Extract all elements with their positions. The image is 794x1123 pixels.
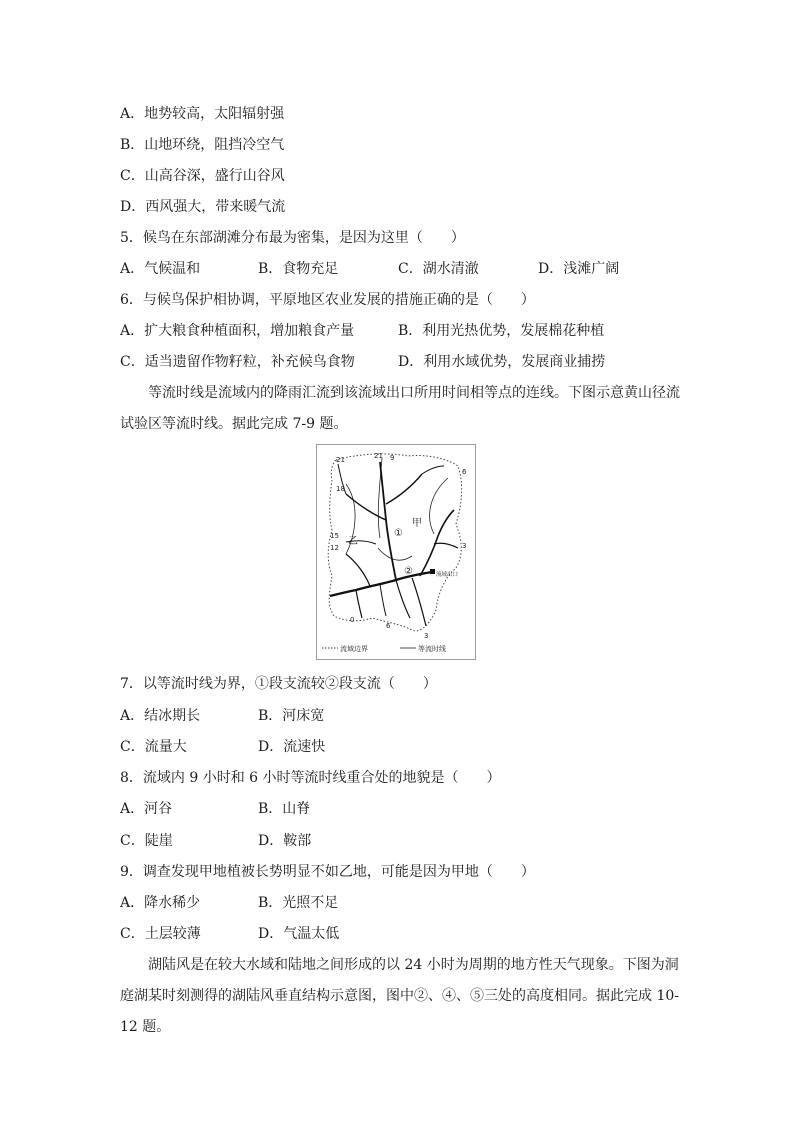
q6-option-c: C．适当遗留作物籽粒，补充候鸟食物 (120, 354, 355, 370)
q4-option-b: B．山地环绕，阻挡冷空气 (120, 137, 285, 153)
label-jia: 甲 (412, 518, 422, 529)
q4-option-d: D．西风强大，带来暖气流 (120, 199, 286, 215)
map-number-label: 12 (330, 544, 339, 552)
q4-option-c: C．山高谷深，盛行山谷风 (120, 168, 285, 184)
label-segment-2: ② (404, 566, 413, 577)
q7-option-a: A．结冰期长 (120, 708, 201, 724)
q6-option-b: B．利用光热优势，发展棉花种植 (398, 323, 605, 339)
map-number-label: 18 (336, 485, 345, 493)
label-yi: 乙 (348, 536, 358, 547)
label-outlet: 流域出口 (436, 572, 459, 578)
intro-10-12-text: 湖陆风是在较大水域和陆地之间形成的以 24 小时为周期的地方性天气现象。下图为洞庭湖某时刻测得的湖陆风垂直结构示意图，图中②、④、⑤三处的高度相同。据此完成 10-12 题。 (120, 957, 679, 1035)
map-number-label: 6 (462, 468, 467, 476)
map-number-label: 6 (386, 622, 391, 630)
q6-option-a: A．扩大粮食种植面积，增加粮食产量 (120, 323, 355, 339)
legend-isochrone-label: 等流时线 (418, 645, 446, 653)
q4-option-a: A．地势较高，太阳辐射强 (120, 106, 285, 122)
q8-option-a: A．河谷 (120, 801, 173, 817)
intro-7-9-text: 等流时线是流域内的降雨汇流到该流域出口所用时间相等点的连线。下图示意黄山径流试验区等流时线。据此完成 7-9 题。 (120, 385, 680, 432)
intro-10-12 (120, 950, 680, 1043)
q8-option-b: B．山脊 (258, 801, 311, 817)
q5-stem: 5．候鸟在东部湖滩分布最为密集，是因为这里（ ） (120, 230, 465, 246)
q6-stem: 6．与候鸟保护相协调，平原地区农业发展的措施正确的是（ ） (120, 292, 535, 308)
outlet-marker (430, 569, 435, 574)
q9-option-b: B．光照不足 (258, 895, 339, 911)
map-number-label: 15 (330, 532, 339, 540)
q7-option-b: B．河床宽 (258, 708, 325, 724)
q5-option-b: B．食物充足 (258, 261, 339, 277)
q7-option-c: C．流量大 (120, 739, 187, 755)
q7-stem: 7．以等流时线为界，①段支流较②段支流（ ） (120, 676, 437, 692)
intro-7-9 (120, 378, 680, 440)
label-segment-1: ① (394, 528, 403, 539)
q5-option-a: A．气候温和 (120, 261, 201, 277)
map-number-label: 9 (390, 454, 395, 462)
isochrone-map-figure (316, 444, 476, 660)
isochrone-map (316, 444, 476, 660)
map-number-label: 3 (424, 632, 429, 640)
map-number-label: 21 (336, 456, 345, 464)
q9-option-c: C．土层较薄 (120, 926, 201, 942)
q6-option-d: D．利用水域优势，发展商业捕捞 (398, 354, 606, 370)
legend-boundary-label: 流域边界 (340, 645, 368, 653)
q9-option-a: A．降水稀少 (120, 895, 201, 911)
q8-stem: 8．流域内 9 小时和 6 小时等流时线重合处的地貌是（ ） (120, 770, 501, 786)
map-number-label: 3 (462, 542, 467, 550)
map-number-label: 21 (374, 452, 383, 460)
q8-option-c: C．陡崖 (120, 833, 173, 849)
map-number-label: 0 (350, 616, 355, 624)
q9-stem: 9．调查发现甲地植被长势明显不如乙地，可能是因为甲地（ ） (120, 864, 535, 880)
q7-option-d: D．流速快 (258, 739, 326, 755)
q5-option-d: D．浅滩广阔 (538, 261, 620, 277)
q8-option-d: D．鞍部 (258, 833, 312, 849)
q5-option-c: C．湖水清澈 (398, 261, 479, 277)
q9-option-d: D．气温太低 (258, 926, 340, 942)
